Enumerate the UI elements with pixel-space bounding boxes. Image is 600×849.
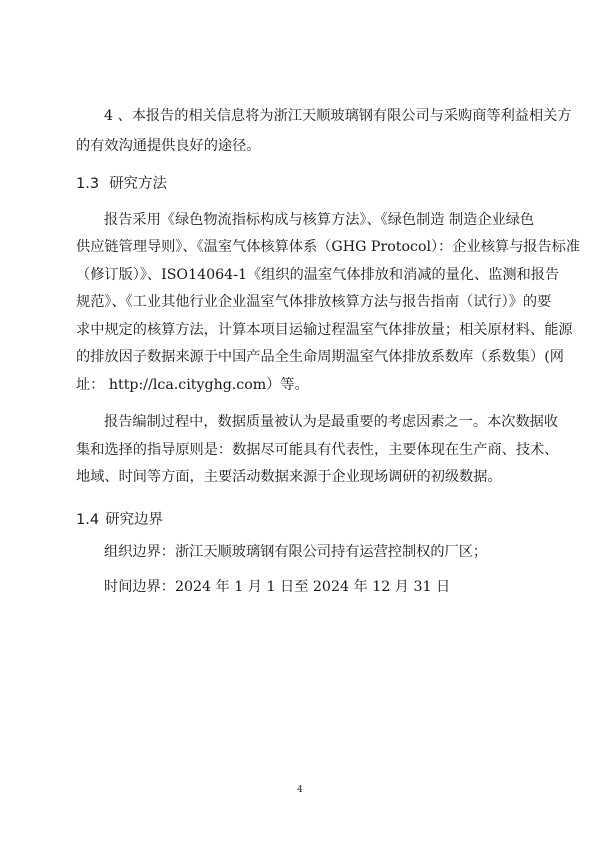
item4-line1: 4 、本报告的相关信息将为浙江天顺玻璃钢有限公司与采购商等利益相关方	[104, 108, 572, 124]
paragraph-line: 址： http://lca.cityghg.com）等。	[76, 377, 309, 393]
paragraph-line: 规范》、《工业其他行业企业温室气体排放核算方法与报告指南（试行）》的要	[76, 294, 552, 310]
paragraph-line: 的排放因子数据来源于中国产品全生命周期温室气体排放系数库（系数集）(网	[76, 349, 564, 365]
paragraph-line: 报告编制过程中，数据质量被认为是最重要的考虑因素之一。本次数据收	[104, 414, 559, 430]
section-number: 1.4	[76, 512, 100, 528]
section-1-4-heading	[76, 509, 163, 531]
item4-line2: 的有效沟通提供良好的途径。	[76, 138, 261, 154]
paragraph-line: 地域、时间等方面，主要活动数据来源于企业现场调研的初级数据。	[76, 469, 502, 485]
page-number: 4	[297, 785, 303, 795]
paragraph-line: 报告采用《绿色物流指标构成与核算方法》、《绿色制造 制造企业绿色	[104, 212, 535, 228]
paragraph-line: 求中规定的核算方法，计算本项目运输过程温室气体排放量；相关原材料、能源	[76, 322, 573, 338]
paragraph-line: 供应链管理导则》、《温室气体核算体系（GHG Protocol）：企业核算与报告标准	[76, 239, 581, 255]
paragraph-line: （修订版）》、ISO14064-1《组织的温室气体排放和消减的量化、监测和报告	[76, 267, 560, 283]
org-boundary-line: 组织边界：浙江天顺玻璃钢有限公司持有运营控制权的厂区；	[104, 544, 488, 560]
section-title: 研究边界	[105, 512, 164, 528]
section-number: 1.3	[76, 176, 100, 192]
section-1-3-heading	[76, 173, 167, 195]
section-title: 研究方法	[109, 176, 168, 192]
paragraph-line: 集和选择的指导原则是：数据尽可能具有代表性，主要体现在生产商、技术、	[76, 442, 559, 458]
time-boundary-line: 时间边界：2024 年 1 月 1 日至 2024 年 12 月 31 日	[104, 579, 451, 595]
